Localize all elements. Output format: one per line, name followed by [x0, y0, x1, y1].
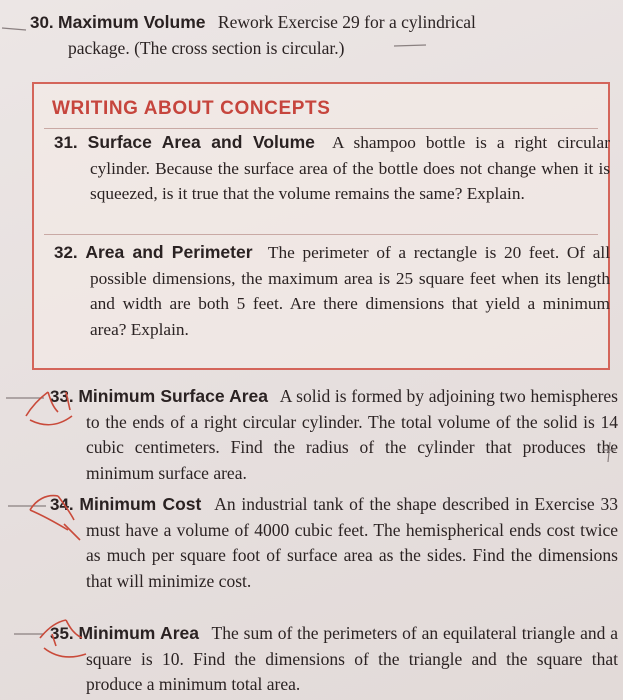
exercise-31 — [54, 130, 610, 207]
exercise-34 — [50, 492, 618, 594]
pencil-tick-30 — [0, 22, 30, 34]
exercise-35 — [50, 621, 618, 698]
exercise-32 — [54, 240, 610, 342]
box-heading: WRITING ABOUT CONCEPTS — [52, 98, 331, 119]
writing-about-concepts-box — [32, 82, 610, 370]
red-pen-mark-34 — [24, 490, 88, 544]
box-divider — [44, 128, 598, 129]
exercise-title: Minimum Area — [78, 623, 199, 643]
exercise-title: Maximum Volume — [58, 12, 206, 32]
exercise-title: Surface Area and Volume — [87, 132, 315, 152]
exercise-number: 31. — [54, 133, 78, 152]
pencil-mark-right-33 — [598, 440, 620, 464]
exercise-number: 34. — [50, 495, 74, 514]
exercise-text: The perimeter of a rectangle is 20 feet. Of all possible dimensions, the maximum area is 25 square feet when its length and width are both 5 feet. Are there dimensions that yield a minimum area? Explain. — [90, 243, 611, 339]
exercise-text: An industrial tank of the shape described in Exercise 33 must have a volume of 4000 cubic feet. The hemispherical ends cost twice as much per square foot of surface area as the sides. Find the dimensions that will minimize cost. — [86, 494, 618, 591]
exercise-number: 33. — [50, 387, 74, 406]
exercise-text-line1: Rework Exercise 29 for a cylindrical — [217, 12, 476, 32]
exercise-33 — [50, 384, 618, 486]
exercise-30 — [30, 10, 610, 61]
exercise-title: Minimum Surface Area — [78, 386, 269, 406]
exercise-number: 35. — [50, 624, 74, 643]
exercise-text: The sum of the perimeters of an equilateral triangle and a square is 10. Find the dimensions of the triangle and the square that produce a minimum total area. — [86, 623, 618, 694]
exercise-title: Minimum Cost — [79, 494, 202, 514]
box-divider — [44, 234, 598, 235]
exercise-number: 32. — [54, 243, 78, 262]
exercise-text: A shampoo bottle is a right circular cylinder. Because the surface area of the bottle does not change when it is squeezed, is it true that the volume remains the same? Explain. — [90, 133, 610, 203]
exercise-title: Area and Perimeter — [85, 242, 253, 262]
red-pen-mark-33 — [22, 386, 82, 434]
red-pen-mark-35 — [34, 616, 94, 668]
exercise-number: 30. — [30, 13, 54, 32]
exercise-text-line2: package. (The cross section is circular.) — [68, 37, 345, 58]
exercise-text: A solid is formed by adjoining two hemispheres to the ends of a right circular cylinder. The total volume of the solid is 14 cubic centimeters. Find the radius of the cylinder that produces the minimum surface area. — [86, 386, 618, 483]
